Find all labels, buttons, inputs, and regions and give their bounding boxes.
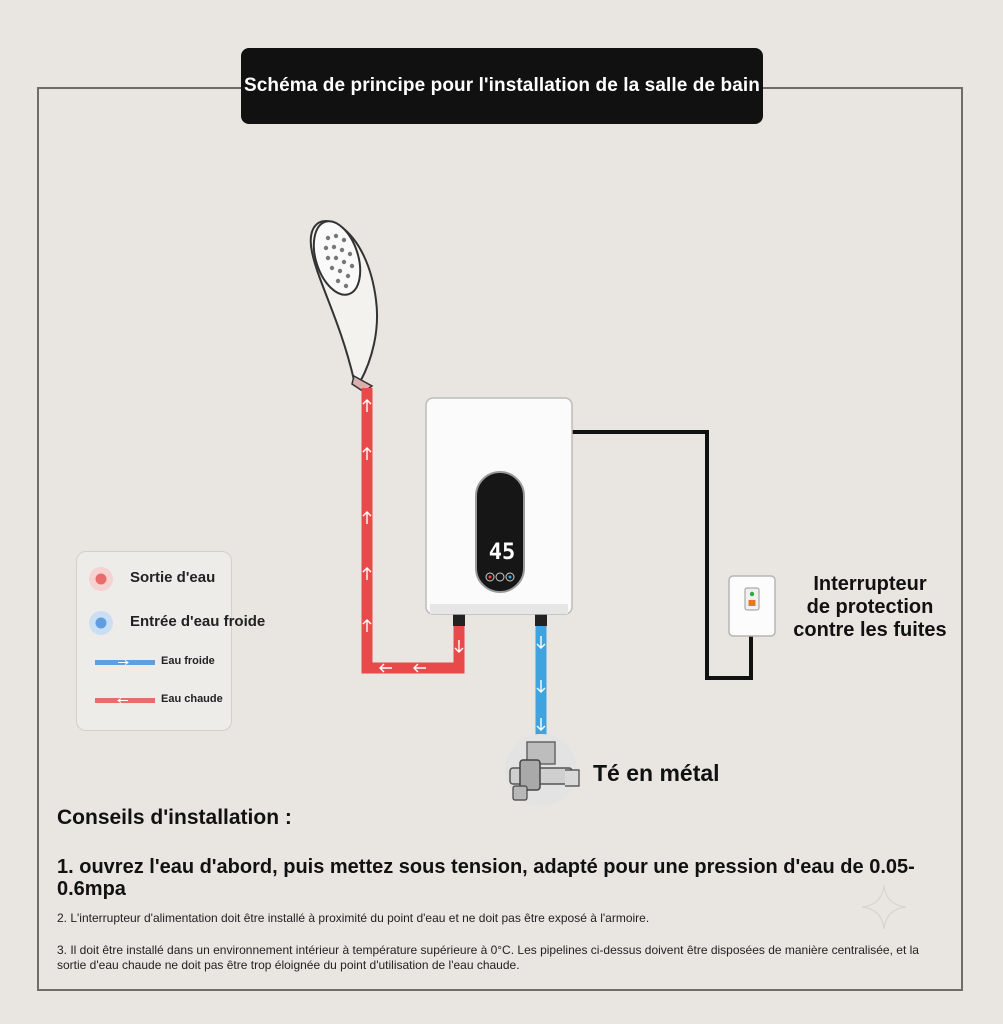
leakage-switch-icon	[729, 576, 775, 636]
shower-head-icon	[305, 215, 377, 392]
tip-1: 1. ouvrez l'eau d'abord, puis mettez sous tension, adapté pour une pression d'eau de 0.05-0.6mpa	[57, 856, 915, 900]
switch-label	[782, 573, 958, 642]
metal-tee-valve-icon	[505, 734, 579, 806]
water-heater-unit	[426, 398, 572, 614]
heater-display: 45	[488, 540, 516, 565]
cold-water-pipe	[535, 614, 547, 742]
power-cable	[572, 432, 751, 678]
diagram-title: Schéma de principe pour l'installation de la salle de bain	[241, 48, 763, 124]
valve-label: Té en métal	[593, 760, 720, 786]
legend-label-hot-water: Eau chaude	[161, 693, 223, 705]
tips-heading: Conseils d'installation :	[57, 806, 292, 829]
switch-label-line-2: de protection	[806, 596, 934, 618]
switch-label-line-3: contre les fuites	[793, 619, 947, 641]
switch-label-line-1: Interrupteur	[813, 573, 927, 595]
tip-3: 3. Il doit être installé dans un environnement intérieur à température supérieure à 0°C. Les pipelines ci-dessus doivent être disposées de manière centralisée, et la sortie d'eau chaude ne doit pas être trop éloignée du point d'utilisation de l'eau chaude.	[57, 943, 919, 972]
tip-2: 2. L'interrupteur d'alimentation doit être installé à proximité du point d'eau et ne doit pas être exposé à l'armoire.	[57, 911, 650, 925]
legend-label-hot-outlet: Sortie d'eau	[130, 569, 216, 586]
legend-label-cold-water: Eau froide	[161, 655, 215, 667]
legend-label-cold-inlet: Entrée d'eau froide	[130, 613, 266, 630]
